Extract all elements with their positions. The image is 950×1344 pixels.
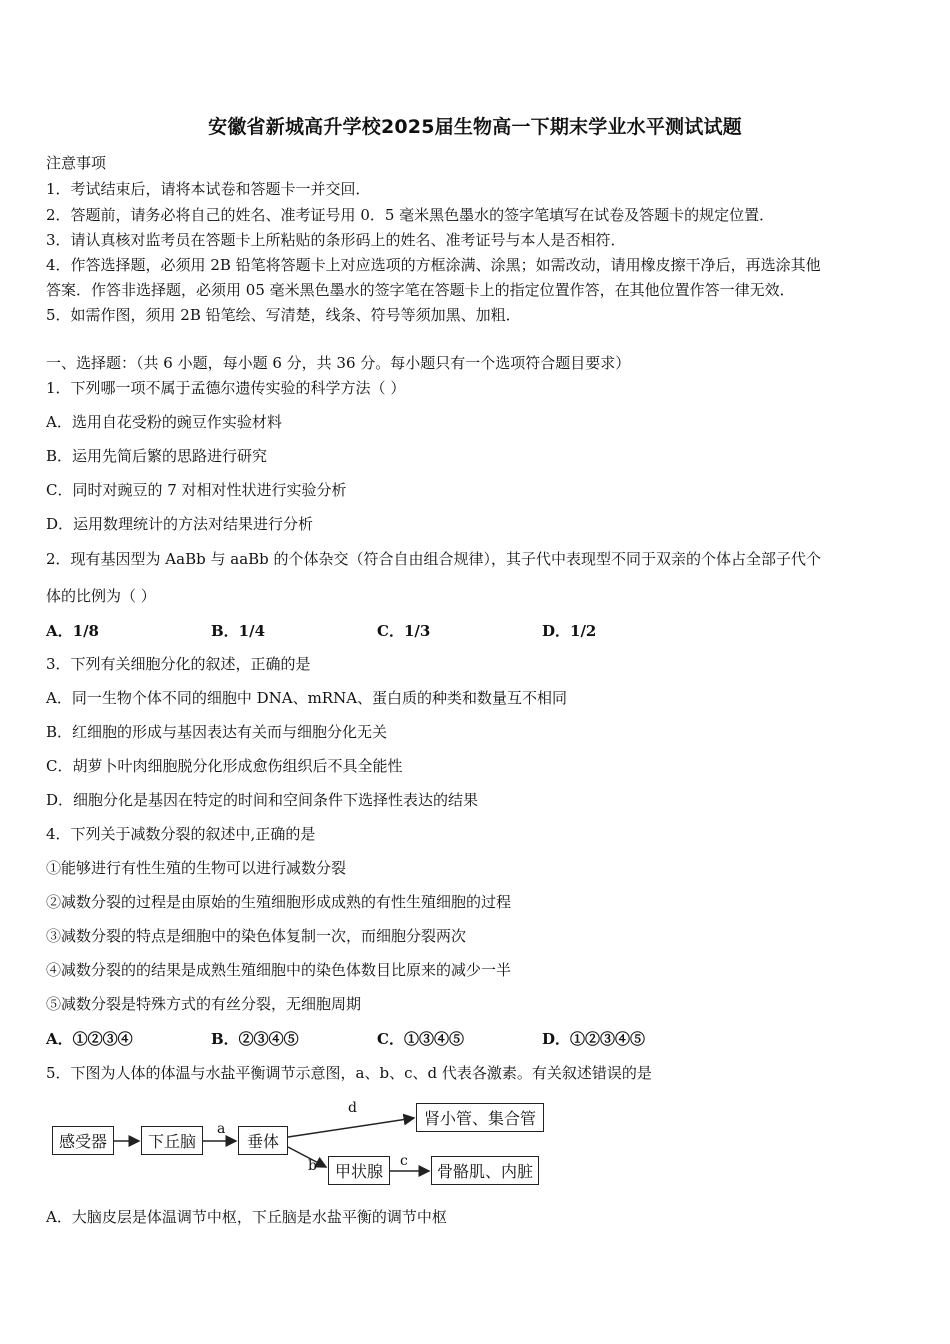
q2-option-c: C．1/3 (377, 622, 431, 640)
hypothalamus-box: 下丘脑 (141, 1126, 203, 1155)
notice-item-1: 1．考试结束后，请将本试卷和答题卡一并交回． (46, 180, 371, 198)
q2-stem-line2: 体的比例为（ ） (46, 587, 156, 605)
q4-option-a: A．①②③④ (46, 1030, 133, 1048)
q4-statement-5: ⑤减数分裂是特殊方式的有丝分裂，无细胞周期 (46, 995, 362, 1013)
q4-option-b: B．②③④⑤ (211, 1030, 299, 1048)
q2-option-a: A．1/8 (46, 622, 99, 640)
q1-option-b: B．运用先简后繁的思路进行研究 (46, 447, 268, 465)
pituitary-box: 垂体 (238, 1126, 288, 1155)
label-a: a (217, 1121, 226, 1137)
receptor-box: 感受器 (52, 1126, 114, 1155)
q4-option-c: C．①③④⑤ (377, 1030, 464, 1048)
q4-stem: 4．下列关于减数分裂的叙述中,正确的是 (46, 825, 316, 843)
q3-option-d: D．细胞分化是基因在特定的时间和空间条件下选择性表达的结果 (46, 791, 479, 809)
q5-option-a: A．大脑皮层是体温调节中枢，下丘脑是水盐平衡的调节中枢 (46, 1208, 447, 1226)
q2-stem-line1: 2．现有基因型为 AaBb 与 aaBb 的个体杂交（符合自由组合规律），其子代中表现型不同于双亲的个体占全部子代个 (46, 550, 822, 568)
regulation-diagram (46, 1096, 556, 1194)
q1-option-a: A．选用自花受粉的豌豆作实验材料 (46, 413, 282, 431)
q2-option-d: D．1/2 (542, 622, 597, 640)
notice-item-4-cont: 答案．作答非选择题，必须用 05 毫米黑色墨水的签字笔在答题卡上的指定位置作答，在其他位置作答一律无效． (46, 281, 795, 299)
q3-option-a: A．同一生物个体不同的细胞中 DNA、mRNA、蛋白质的种类和数量互不相同 (46, 689, 568, 707)
q1-stem: 1．下列哪一项不属于孟德尔遗传实验的科学方法（ ） (46, 379, 406, 397)
label-c: c (400, 1153, 408, 1169)
kidney-box: 肾小管、集合管 (416, 1103, 544, 1132)
q4-statement-2: ②减数分裂的过程是由原始的生殖细胞形成成熟的有性生殖细胞的过程 (46, 893, 512, 911)
muscle-box: 骨骼肌、内脏 (431, 1156, 539, 1185)
notice-item-2: 2．答题前，请务必将自己的姓名、准考证号用 0．5 毫米黑色墨水的签字笔填写在试卷及答题卡的规定位置． (46, 206, 775, 224)
label-b: b (308, 1158, 317, 1174)
notice-heading: 注意事项 (46, 154, 107, 172)
q4-statement-3: ③减数分裂的特点是细胞中的染色体复制一次，而细胞分裂两次 (46, 927, 467, 945)
notice-item-5: 5．如需作图，须用 2B 铅笔绘、写清楚，线条、符号等须加黑、加粗． (46, 306, 521, 324)
q4-statement-4: ④减数分裂的的结果是成熟生殖细胞中的染色体数目比原来的减少一半 (46, 961, 512, 979)
q3-stem: 3．下列有关细胞分化的叙述，正确的是 (46, 655, 311, 673)
page-title: 安徽省新城高升学校2025届生物高一下期末学业水平测试试题 (208, 116, 742, 138)
arrow-d (288, 1118, 414, 1137)
section-heading: 一、选择题：（共 6 小题，每小题 6 分，共 36 分。每小题只有一个选项符合题目要求） (46, 354, 631, 372)
notice-item-4: 4．作答选择题，必须用 2B 铅笔将答题卡上对应选项的方框涂满、涂黑；如需改动，请用橡皮擦干净后，再选涂其他 (46, 256, 821, 274)
q1-option-c: C．同时对豌豆的 7 对相对性状进行实验分析 (46, 481, 347, 499)
q3-option-b: B．红细胞的形成与基因表达有关而与细胞分化无关 (46, 723, 388, 741)
q4-option-d: D．①②③④⑤ (542, 1030, 646, 1048)
arrow-b (288, 1147, 326, 1167)
notice-item-3: 3．请认真核对监考员在答题卡上所粘贴的条形码上的姓名、准考证号与本人是否相符． (46, 231, 626, 249)
q3-option-c: C．胡萝卜叶肉细胞脱分化形成愈伤组织后不具全能性 (46, 757, 403, 775)
thyroid-box: 甲状腺 (328, 1156, 390, 1185)
q4-statement-1: ①能够进行有性生殖的生物可以进行减数分裂 (46, 859, 347, 877)
q2-option-b: B．1/4 (211, 622, 266, 640)
label-d: d (348, 1100, 357, 1116)
q5-stem: 5．下图为人体的体温与水盐平衡调节示意图，a、b、c、d 代表各激素。有关叙述错误的是 (46, 1064, 652, 1082)
q1-option-d: D．运用数理统计的方法对结果进行分析 (46, 515, 314, 533)
